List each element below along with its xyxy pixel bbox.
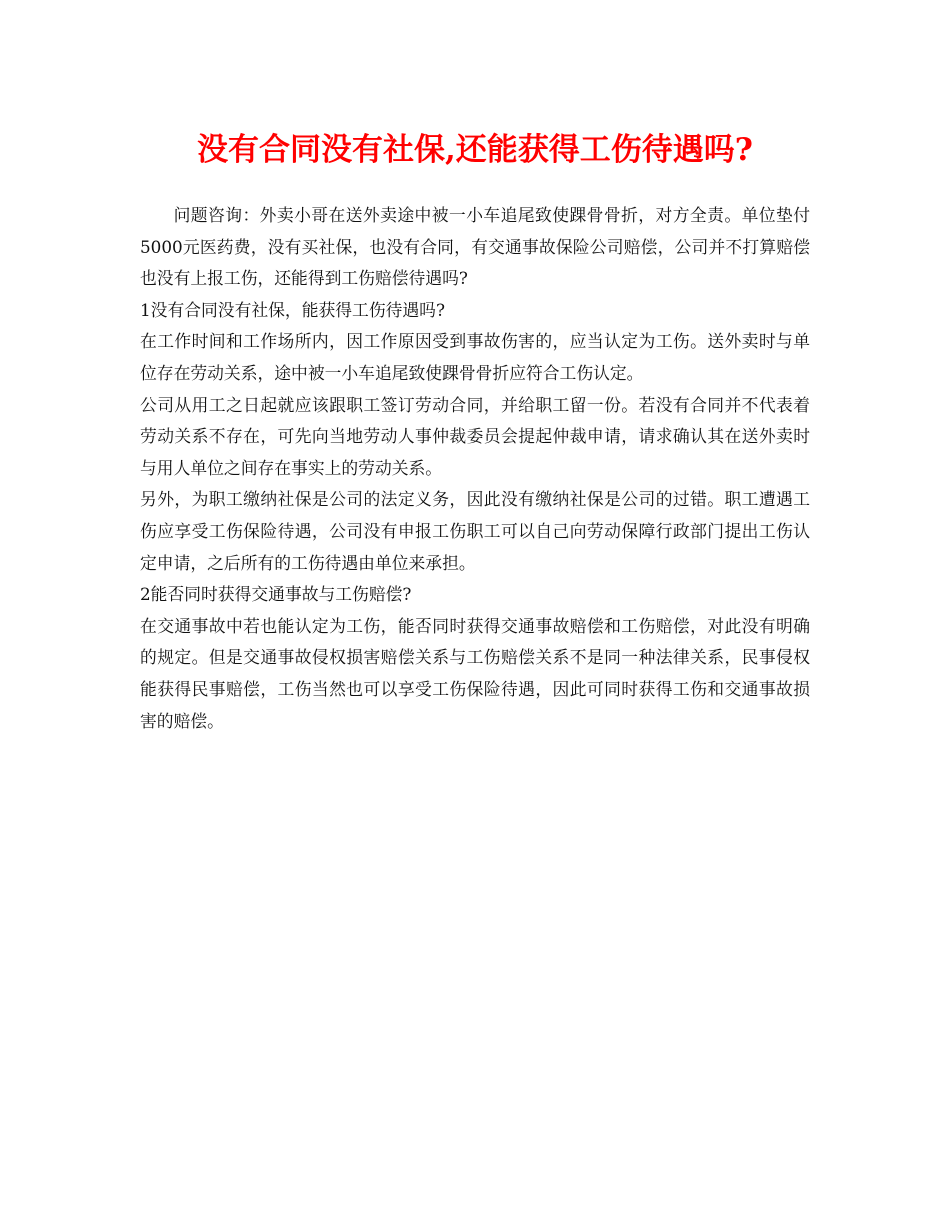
document-body: [140, 200, 810, 737]
question-paragraph: 问题咨询：外卖小哥在送外卖途中被一小车追尾致使踝骨骨折，对方全责。单位垫付5000元医药费，没有买社保，也没有合同，有交通事故保险公司赔偿，公司并不打算赔偿也没有上报工伤，还能得到工伤赔偿待遇吗?: [140, 205, 810, 289]
document-title: 没有合同没有社保,还能获得工伤待遇吗?: [197, 132, 753, 168]
body-paragraph: 另外，为职工缴纳社保是公司的法定义务，因此没有缴纳社保是公司的过错。职工遭遇工伤应享受工伤保险待遇，公司没有申报工伤职工可以自己向劳动保障行政部门提出工伤认定申请，之后所有的工伤待遇由单位来承担。: [140, 489, 810, 573]
section-heading-1: 1没有合同没有社保，能获得工伤待遇吗?: [140, 299, 445, 320]
body-paragraph: 在工作时间和工作场所内，因工作原因受到事故伤害的，应当认定为工伤。送外卖时与单位存在劳动关系，途中被一小车追尾致使踝骨骨折应符合工伤认定。: [140, 331, 810, 383]
body-paragraph: 在交通事故中若也能认定为工伤，能否同时获得交通事故赔偿和工伤赔偿，对此没有明确的规定。但是交通事故侵权损害赔偿关系与工伤赔偿关系不是同一种法律关系，民事侵权能获得民事赔偿，工伤当然也可以享受工伤保险待遇，因此可同时获得工伤和交通事故损害的赔偿。: [140, 615, 810, 731]
body-paragraph: 公司从用工之日起就应该跟职工签订劳动合同，并给职工留一份。若没有合同并不代表着劳动关系不存在，可先向当地劳动人事仲裁委员会提起仲裁申请，请求确认其在送外卖时与用人单位之间存在事实上的劳动关系。: [140, 394, 810, 478]
section-heading-2: 2能否同时获得交通事故与工伤赔偿?: [140, 584, 412, 605]
